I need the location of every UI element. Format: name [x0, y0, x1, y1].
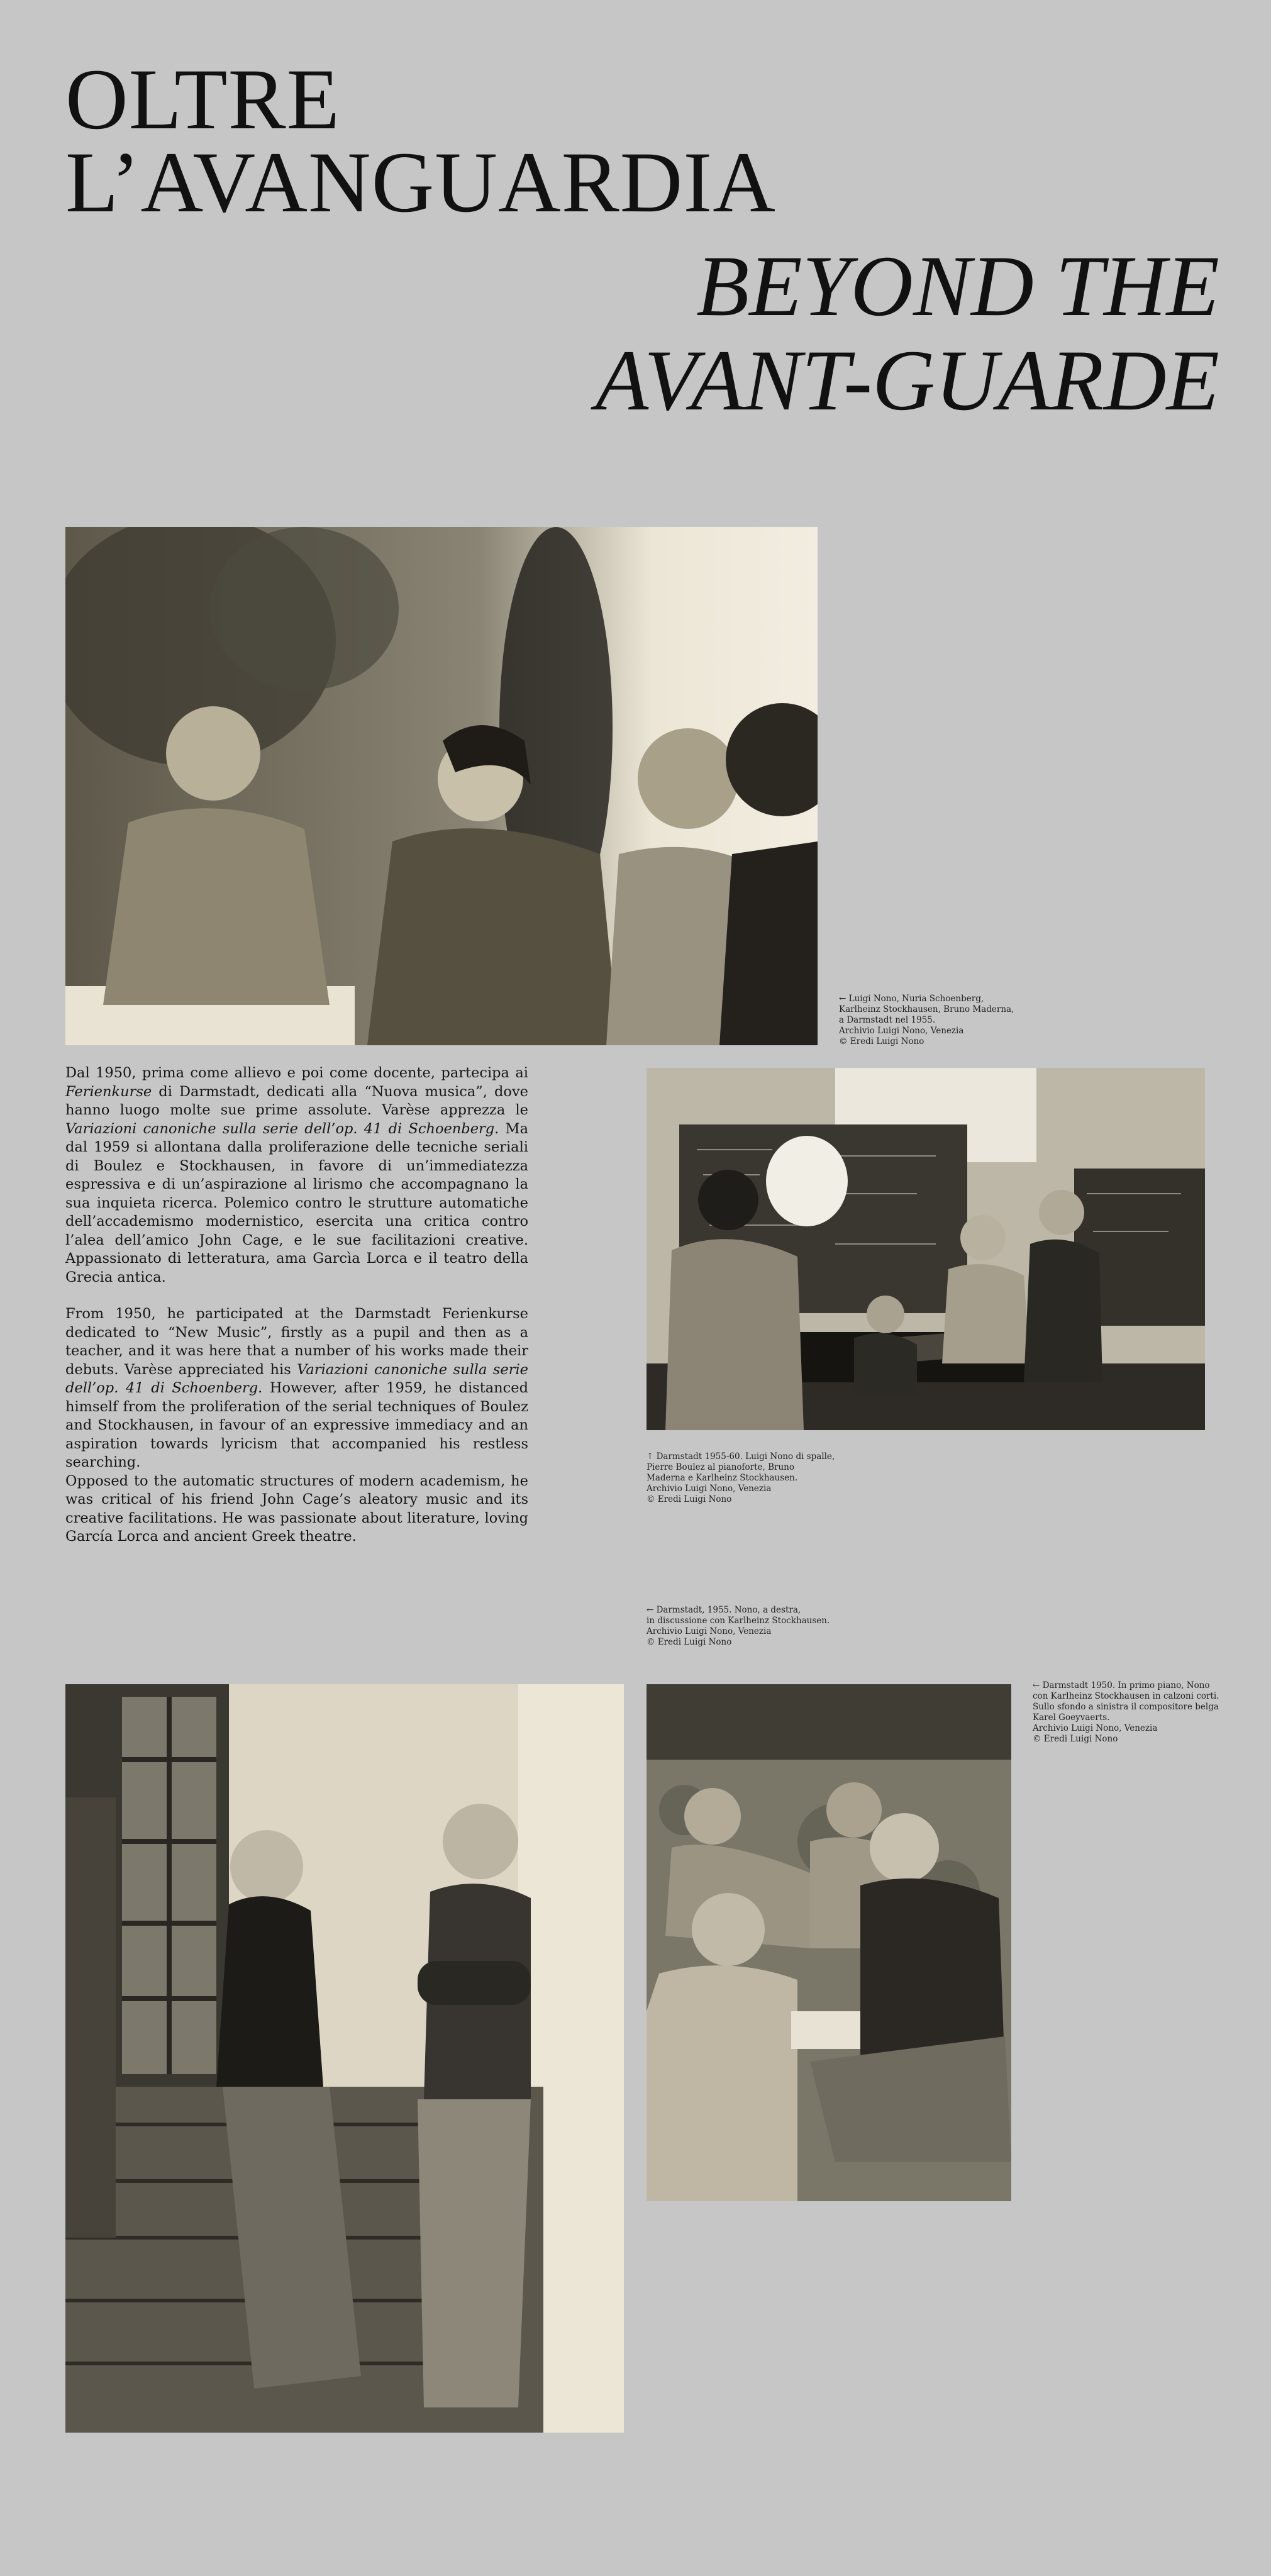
text-span: . However, after 1959, he distanced himself from the proliferation of the serial techniques of Boulez and Stockhausen, in favour of an expressive immediacy and an aspiration towards lyricism that accompanied his restless searching. — [65, 1380, 528, 1470]
caption-line: Karlheinz Stockhausen, Bruno Maderna, — [839, 1004, 1014, 1014]
caption-line: ← Darmstadt, 1955. Nono, a destra, — [647, 1605, 801, 1615]
caption-line: © Eredi Luigi Nono — [647, 1637, 732, 1647]
title-english-line2: AVANT-GUARDE — [595, 332, 1219, 428]
photo-darmstadt-piano — [647, 1068, 1205, 1430]
photo-darmstadt-1955-group — [65, 527, 818, 1045]
text-span: . Ma dal 1959 si allontana dalla proliferazione delle tecniche seriali di Boulez e Stockhausen, in favore di un’immediatezza espressiva e di un’aspirazione al lirismo che accompagnano la sua inquieta ricerca. Polemico contro le strutture automatiche dell’accademismo modernistico, esercita una critica contro l’alea dell’amico John Cage, e le sue facilitazioni creative. Appassionato di letteratura, ama Garcìa Lorca e il teatro della Grecia antica. — [65, 1120, 528, 1285]
title-italian-line1: OLTRE — [65, 51, 340, 147]
title-english-line1: BEYOND THE — [696, 238, 1219, 334]
text-emphasis: Variazioni canoniche sulla serie dell’op. 41 di Schoenberg — [65, 1120, 495, 1137]
title-italian-line2: L’AVANGUARDIA — [65, 134, 776, 230]
paragraph-english-2: Opposed to the automatic structures of modern academism, he was critical of his friend John Cage’s aleatory music and its creative facilitations. He was passionate about literature, loving García Lorca and ancient Greek theatre. — [65, 1472, 528, 1545]
caption-line: Archivio Luigi Nono, Venezia — [1033, 1723, 1158, 1733]
caption-line: Archivio Luigi Nono, Venezia — [647, 1626, 772, 1636]
caption-photo3 — [647, 1605, 830, 1648]
caption-line: Sullo sfondo a sinistra il compositore belga — [1033, 1702, 1219, 1712]
caption-photo4 — [1033, 1680, 1219, 1745]
text-emphasis: Ferienkurse — [65, 1083, 152, 1100]
caption-line: ← Darmstadt 1950. In primo piano, Nono — [1033, 1680, 1210, 1690]
caption-line: ← Luigi Nono, Nuria Schoenberg, — [839, 994, 984, 1004]
caption-line: Archivio Luigi Nono, Venezia — [839, 1026, 964, 1036]
caption-photo1 — [839, 994, 1014, 1047]
photo-nono-stockhausen-steps — [65, 1684, 624, 2433]
text-span: Dal 1950, prima come allievo e poi come docente, partecipa ai — [65, 1065, 528, 1081]
caption-photo2 — [647, 1452, 835, 1505]
title-english — [596, 239, 1219, 428]
text-emphasis: Variazioni canoniche sulla serie dell’op. 41 di Schoenberg — [65, 1361, 528, 1396]
photo-darmstadt-1950-grass — [647, 1684, 1011, 2201]
caption-line: Karel Goeyvaerts. — [1033, 1713, 1110, 1723]
caption-line: © Eredi Luigi Nono — [839, 1036, 924, 1046]
title-italian — [65, 51, 776, 230]
caption-line: Archivio Luigi Nono, Venezia — [647, 1484, 772, 1494]
caption-line: Maderna e Karlheinz Stockhausen. — [647, 1473, 798, 1483]
paragraph-english — [65, 1305, 528, 1472]
caption-line: © Eredi Luigi Nono — [647, 1494, 732, 1504]
paragraph-italian — [65, 1064, 528, 1287]
caption-line: © Eredi Luigi Nono — [1033, 1734, 1118, 1744]
caption-line: ↑ Darmstadt 1955-60. Luigi Nono di spalle, — [647, 1452, 835, 1462]
caption-line: a Darmstadt nel 1955. — [839, 1015, 936, 1025]
caption-line: con Karlheinz Stockhausen in calzoni corti. — [1033, 1691, 1219, 1701]
text-span: From 1950, he participated at the Darmstadt Ferienkurse dedicated to “New Music”, firstly as a pupil and then as a teacher, and it was here that a number of his works made their debuts. Varèse appreciated his — [65, 1306, 528, 1378]
body-text — [65, 1064, 528, 1565]
text-span: di Darmstadt, dedicati alla “Nuova musica”, dove hanno luogo molte sue prime assolute. Varèse apprezza le — [65, 1083, 528, 1118]
caption-line: Pierre Boulez al pianoforte, Bruno — [647, 1462, 794, 1472]
caption-line: in discussione con Karlheinz Stockhausen. — [647, 1616, 830, 1626]
